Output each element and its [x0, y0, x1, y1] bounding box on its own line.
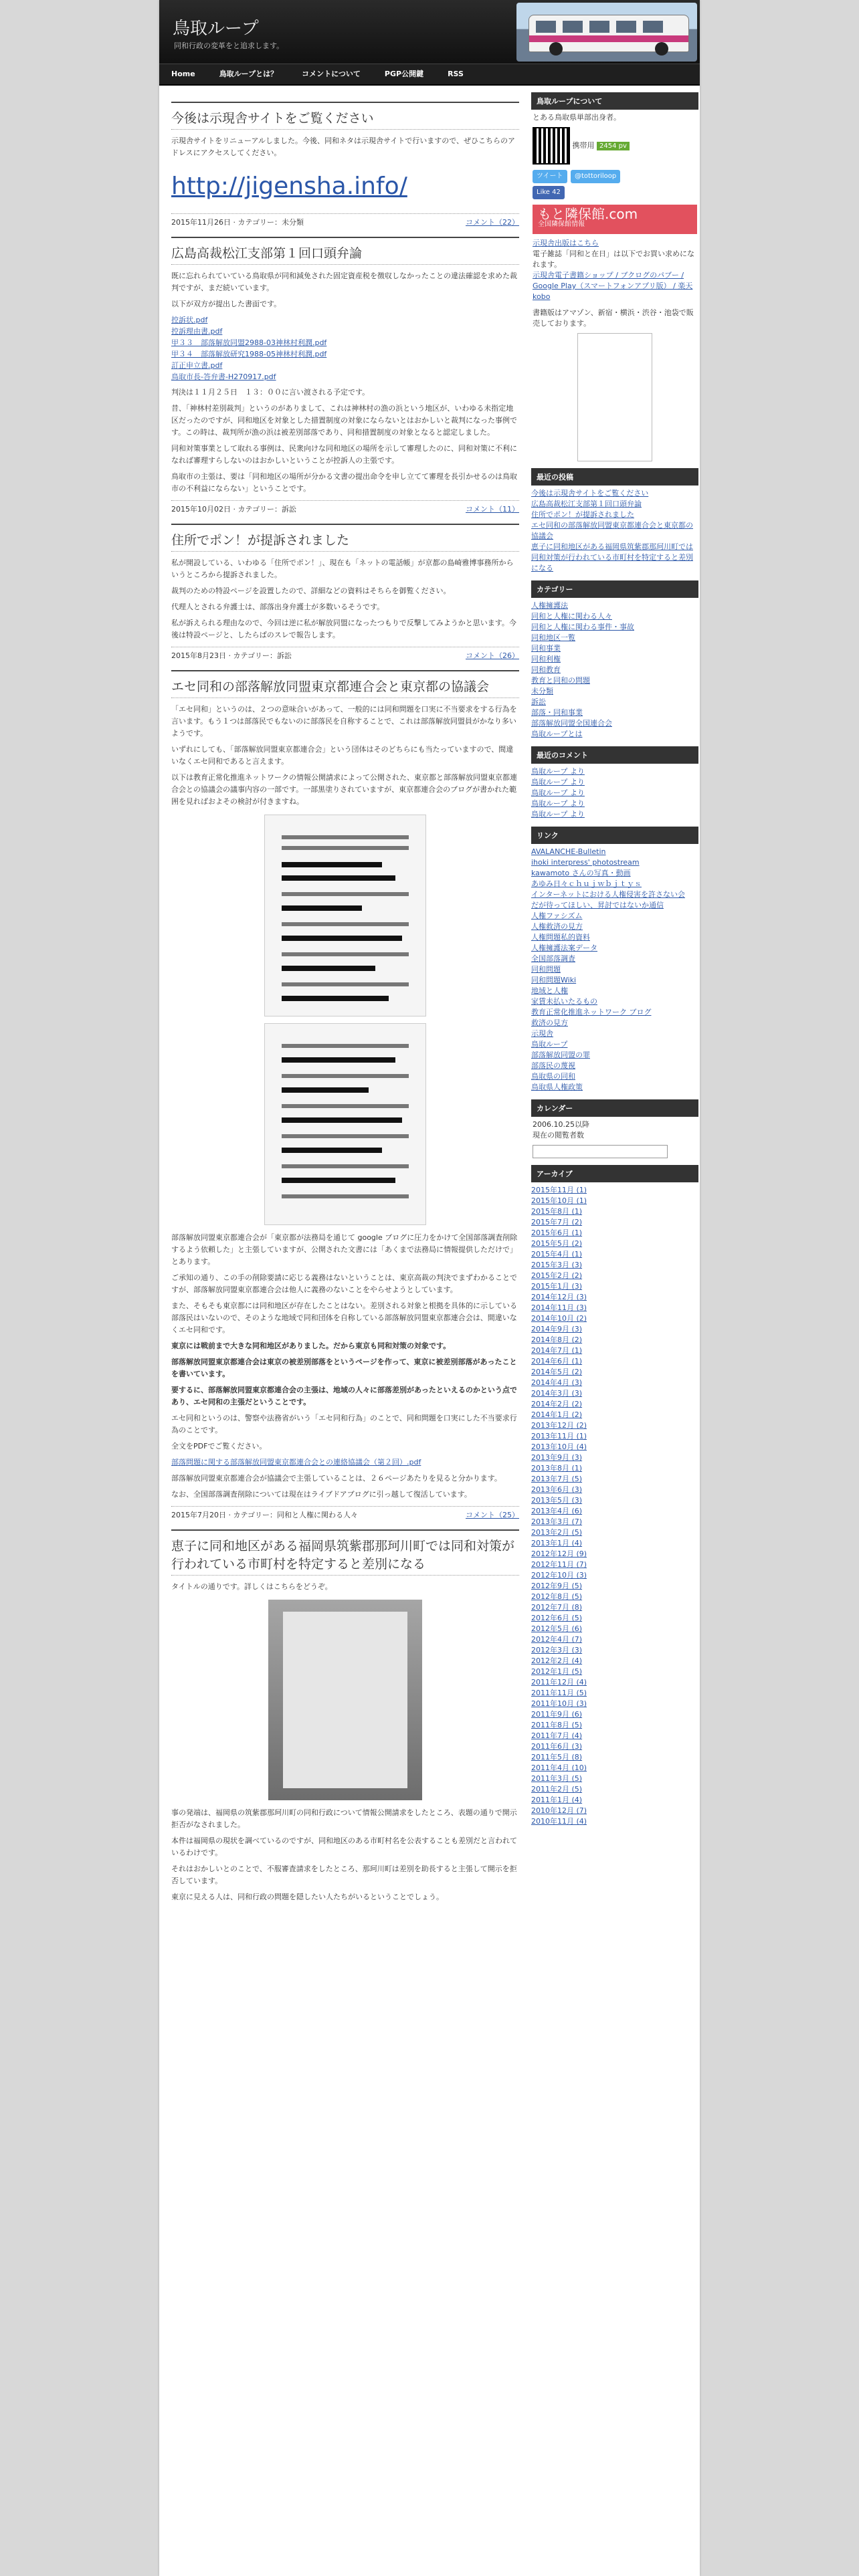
post-paragraph: なお、全国部落調査削除については現在はライブドアブログに引っ越して復活しています。 — [171, 1490, 472, 1499]
archive-link[interactable]: 2012年1月 (5) — [531, 1667, 583, 1676]
archive-link[interactable]: 2011年9月 (6) — [531, 1710, 583, 1719]
post-date-category: 2015年7月20日 · カテゴリー：同和と人権に関わる人々 — [171, 1511, 359, 1519]
sidebar — [531, 86, 698, 1834]
archive-link[interactable]: 2015年8月 (1) — [531, 1207, 583, 1216]
post-title[interactable]: 恵子に同和地区がある福岡県筑紫郡那珂川町では同和対策が行われている市町村を特定すると差別になる — [171, 1536, 519, 1576]
jigensha-link[interactable]: http://jigensha.info/ — [171, 173, 407, 200]
nav-pgp[interactable]: PGP公開鍵 — [384, 70, 424, 78]
external-link[interactable]: 鳥取ループ — [531, 1040, 568, 1049]
widget-heading: カレンダー — [531, 1099, 698, 1117]
file-link[interactable]: 訂正申立書.pdf — [171, 361, 223, 370]
post-meta — [171, 647, 519, 661]
post — [171, 1529, 519, 1903]
archive-link[interactable]: 2013年2月 (5) — [531, 1528, 583, 1537]
document-scan-image — [264, 1023, 426, 1225]
post-title[interactable]: 住所でポン！が提訴されました — [171, 530, 519, 552]
external-link[interactable]: 同和問題Wiki — [531, 976, 577, 984]
promo-link[interactable]: 示現舎出版はこちら — [533, 239, 599, 247]
archive-link[interactable]: 2015年10月 (1) — [531, 1196, 587, 1205]
post — [171, 102, 519, 227]
category-link[interactable]: 同和と人権に関わる事件・事故 — [531, 623, 634, 631]
recent-post-link[interactable]: 恵子に同和地区がある福岡県筑紫郡那珂川町では同和対策が行われている市町村を特定すると差別になる — [531, 542, 693, 572]
archive-link[interactable]: 2012年9月 (5) — [531, 1582, 583, 1590]
widget-heading: カテゴリー — [531, 580, 698, 598]
comment-link[interactable]: 鳥取ループ より — [531, 810, 585, 819]
archive-link[interactable]: 2011年10月 (3) — [531, 1699, 587, 1708]
archive-link[interactable]: 2012年8月 (5) — [531, 1592, 583, 1601]
archive-link[interactable]: 2014年1月 (2) — [531, 1410, 583, 1419]
archive-link[interactable]: 2014年5月 (2) — [531, 1368, 583, 1376]
post-paragraph: タイトルの通りです。詳しくはこちらをどうぞ。 — [171, 1582, 332, 1591]
like-button[interactable]: Like 42 — [533, 186, 565, 199]
archive-link[interactable]: 2014年10月 (2) — [531, 1314, 587, 1323]
archive-link[interactable]: 2011年2月 (5) — [531, 1785, 583, 1794]
post-title[interactable]: 今後は示現舎サイトをご覧ください — [171, 108, 519, 130]
external-link[interactable]: 人権擁護法案データ — [531, 944, 597, 952]
post-paragraph: 部落解放同盟東京都連合会が協議会で主張していることは、２６ページあたりを見ると分かります。 — [171, 1474, 502, 1483]
file-list — [171, 314, 519, 383]
post-paragraph: 私が訴えられる理由なので、今回は逆に私が解放同盟になったつもりで反撃してみようかと思います。今後は特設ページと、したらばのスレで報告します。 — [171, 619, 516, 639]
archive-link[interactable]: 2014年8月 (2) — [531, 1335, 583, 1344]
post-date-category: 2015年8月23日 · カテゴリー：訴訟 — [171, 651, 292, 660]
archive-link[interactable]: 2011年4月 (10) — [531, 1763, 587, 1772]
archive-link[interactable]: 2014年3月 (3) — [531, 1389, 583, 1398]
category-link[interactable]: 同和利権 — [531, 655, 561, 663]
comment-link[interactable]: 鳥取ループ より — [531, 778, 585, 786]
links-widget — [531, 827, 698, 1093]
archive-link[interactable]: 2011年6月 (3) — [531, 1742, 583, 1751]
logo-sub: 全国隣保館情報 — [538, 221, 585, 228]
post-paragraph: 「エセ同和」というのは、２つの意味合いがあって、一般的には同和問題を口実に不当要求をする行為を言います。もう１つは部落民でもないのに部落民を自称することで、これは部落解放同盟員がかなり多いようです。 — [171, 705, 517, 738]
post-comments-link[interactable]: コメント（25） — [466, 1511, 519, 1519]
category-link[interactable]: 部落解放同盟全国連合会 — [531, 719, 612, 728]
external-link[interactable]: 家賃未払いたるもの — [531, 997, 597, 1006]
external-link[interactable]: ihoki interpress' photostream — [531, 858, 640, 867]
about-text: とある鳥取県単部出身者。 — [533, 113, 621, 122]
archive-link[interactable]: 2014年11月 (3) — [531, 1303, 587, 1312]
post-bold-paragraph: 東京には戦前まで大きな同和地区がありました。だから東京も同和対策の対象です。 — [171, 1341, 451, 1350]
archive-link[interactable]: 2015年11月 (1) — [531, 1186, 587, 1194]
archive-link[interactable]: 2012年11月 (7) — [531, 1560, 587, 1569]
post-title[interactable]: 広島高裁松江支部第１回口頭弁論 — [171, 243, 519, 265]
rinpokan-logo[interactable] — [533, 205, 697, 234]
widget-heading: 鳥取ループについて — [531, 92, 698, 110]
recent-comments-widget — [531, 746, 698, 820]
calendar-widget — [531, 1099, 698, 1158]
comment-link[interactable]: 鳥取ループ より — [531, 767, 585, 776]
post-title[interactable]: エセ同和の部落解放同盟東京都連合会と東京都の協議会 — [171, 677, 519, 698]
post-paragraph: 部落解放同盟東京都連合会が「東京都が法務局を通じて google ブログに圧力をかけて全国部落調査削除するよう依頼した」と主張していますが、公開された文書には「あくまで法務局に情報提供しただけで」とあります。 — [171, 1233, 518, 1266]
recent-post-link[interactable]: 広島高裁松江支部第１回口頭弁論 — [531, 500, 642, 508]
post-paragraph: 代理人とされる弁護士は、部落出身弁護士が多数いるそうです。 — [171, 603, 385, 611]
external-link[interactable]: AVALANCHE-Bulletin — [531, 847, 606, 856]
post-paragraph: 以下が双方が提出した書面です。 — [171, 300, 282, 308]
calendar-text: 2006.10.25以降 — [533, 1120, 589, 1129]
archive-link[interactable]: 2014年7月 (1) — [531, 1346, 583, 1355]
external-link[interactable]: 鳥取県人権政策 — [531, 1083, 583, 1091]
archive-link[interactable]: 2013年1月 (4) — [531, 1539, 583, 1547]
header-bus-image — [516, 3, 697, 62]
archive-link[interactable]: 2014年12月 (3) — [531, 1293, 587, 1301]
archive-link[interactable]: 2011年3月 (5) — [531, 1774, 583, 1783]
pv-counter: 2454 pv — [597, 142, 630, 150]
external-link[interactable]: 部落民の蔑視 — [531, 1061, 575, 1070]
archive-link[interactable]: 2011年7月 (4) — [531, 1731, 583, 1740]
archive-link[interactable]: 2015年5月 (2) — [531, 1239, 583, 1248]
post-paragraph: 事の発端は、福岡県の筑紫郡那珂川町の同和行政について情報公開請求をしたところ、表題の通りで開示拒否がなされました。 — [171, 1808, 517, 1829]
archive-link[interactable]: 2014年6月 (1) — [531, 1357, 583, 1366]
archive-link[interactable]: 2013年8月 (1) — [531, 1464, 583, 1473]
archive-link[interactable]: 2013年5月 (3) — [531, 1496, 583, 1505]
external-link[interactable]: 救済の見方 — [531, 1018, 568, 1027]
nav-comments[interactable]: コメントについて — [302, 70, 361, 78]
mobile-label: 携帯用 — [572, 141, 595, 150]
logo-main: もと隣保館.com — [538, 206, 638, 222]
site-description: 同和行政の変革をと追求します。 — [174, 41, 284, 50]
external-link[interactable]: 鳥取県の同和 — [531, 1072, 575, 1081]
post — [171, 670, 519, 1520]
post-paragraph: 裁判のための特設ページを設置したので、詳細などの資料はそちらを御覧ください。 — [171, 586, 451, 595]
tweet-button[interactable]: ツイート — [533, 170, 567, 183]
archive-link[interactable]: 2013年12月 (2) — [531, 1421, 587, 1430]
post-bold-paragraph: 要するに、部落解放同盟東京都連合会の主張は、地域の人々に部落差別があったといえるのかという点であり、エセ同和の主張だということです。 — [171, 1386, 517, 1406]
archive-link[interactable]: 2015年1月 (3) — [531, 1282, 583, 1291]
post-paragraph: 昔、「神林村差別裁判」というのがありまして、これは神林村の漁の浜という地区が、いわゆる未指定地区だったのですが、同和地区を対象とした措置制度の対象にならないとはおかしいと裁判になった事例です。この時は、裁判所が漁の浜は被差別部落であり、同和措置制度の対象となると認定しました。 — [171, 404, 517, 437]
post-paragraph: ご承知の通り、この手の削除要請に応じる義務はないということは、東京高裁の判決でまずわかることですが、部落解放同盟東京都連合会は他人に義務のないことをやらせようとしています。 — [171, 1273, 517, 1294]
post-comments-link[interactable]: コメント（11） — [466, 505, 519, 514]
file-link[interactable]: 控訴状.pdf — [171, 316, 208, 324]
archive-link[interactable]: 2015年6月 (1) — [531, 1228, 583, 1237]
post-date-category: 2015年11月26日 · カテゴリー：未分類 — [171, 218, 304, 227]
external-link[interactable]: kawamoto さんの写真・動画 — [531, 869, 631, 877]
archive-link[interactable]: 2012年2月 (4) — [531, 1656, 583, 1665]
post-paragraph: 示現舎サイトをリニューアルしました。今後、同和ネタは示現舎サイトで行いますので、ぜひこちらのアドレスにアクセスしてください。 — [171, 136, 516, 157]
archive-link[interactable]: 2012年3月 (3) — [531, 1646, 583, 1654]
external-link[interactable]: 教育正常化推進ネットワーク ブログ — [531, 1008, 652, 1016]
post-paragraph: 本件は福岡県の現状を調べているのですが、同和地区のある市町村名を公表することも差別だと言われているわけです。 — [171, 1836, 517, 1857]
recent-posts-widget — [531, 468, 698, 574]
post — [171, 237, 519, 514]
site-title[interactable]: 鳥取ループ — [173, 19, 259, 39]
archive-link[interactable]: 2010年11月 (4) — [531, 1817, 587, 1826]
archive-link[interactable]: 2011年8月 (5) — [531, 1721, 583, 1729]
post-paragraph: 私が開設している、いわゆる「住所でポン！」、現在も「ネットの電話帳」が京都の島崎雅博事務所からいうところから提訴されました。 — [171, 558, 514, 579]
archive-link[interactable]: 2015年4月 (1) — [531, 1250, 583, 1259]
post-date-category: 2015年10月02日 · カテゴリー：訴訟 — [171, 505, 297, 514]
external-link[interactable]: インターネットにおける人権侵害を許さない会 — [531, 890, 686, 899]
qr-code-icon — [533, 127, 570, 165]
archive-link[interactable]: 2011年1月 (4) — [531, 1796, 583, 1804]
main-content — [159, 86, 531, 1907]
archive-link[interactable]: 2015年2月 (2) — [531, 1271, 583, 1280]
archive-link[interactable]: 2011年12月 (4) — [531, 1678, 587, 1687]
category-link[interactable]: 未分類 — [531, 687, 553, 695]
archive-link[interactable]: 2012年10月 (3) — [531, 1571, 587, 1580]
widget-heading: リンク — [531, 827, 698, 844]
comment-link[interactable]: 鳥取ループ より — [531, 788, 585, 797]
widget-heading: アーカイブ — [531, 1165, 698, 1182]
archive-link[interactable]: 2014年9月 (3) — [531, 1325, 583, 1333]
archive-link[interactable]: 2013年11月 (1) — [531, 1432, 587, 1440]
archive-link[interactable]: 2013年6月 (3) — [531, 1485, 583, 1494]
post-meta — [171, 500, 519, 514]
external-link[interactable]: 人権救済の見方 — [531, 922, 583, 931]
file-link[interactable]: 鳥取市長-答弁書-H270917.pdf — [171, 372, 276, 381]
promo-text: 電子雑誌「同和と在日」は以下でお買い求めになれます。 — [533, 249, 694, 269]
post-paragraph: 以下は教育正常化推進ネットワークの情報公開請求によって公開された、東京都と部落解放同盟東京都連合会との協議会の議事内容の一部です。一部黒塗りされていますが、東京都連合会のブログが書かれた範囲を見ればおよその検討が付きますね。 — [171, 773, 517, 806]
archive-link[interactable]: 2014年2月 (2) — [531, 1400, 583, 1408]
external-link[interactable]: あゆみ日々ｃｈｕｊｗｂｊｔｙｓ — [531, 879, 642, 888]
archive-link[interactable]: 2012年6月 (5) — [531, 1614, 583, 1622]
archive-link[interactable]: 2013年3月 (7) — [531, 1517, 583, 1526]
archive-link[interactable]: 2013年7月 (5) — [531, 1475, 583, 1483]
post-meta — [171, 213, 519, 227]
follow-button[interactable]: @tottoriloop — [571, 170, 620, 183]
post — [171, 524, 519, 661]
post-paragraph: また、そもそも東京都には同和地区が存在したことはない。差別される対象と根拠を具体的に示している部落民はいないので、そのような地域で同和団体を自称している部落解放同盟東京都連合会は、間違いなくエセ同和です。 — [171, 1301, 517, 1334]
categories-widget — [531, 580, 698, 740]
external-link[interactable]: 示現舎 — [531, 1029, 553, 1038]
file-link[interactable]: 甲３４ 部落解放研究1988-05神林村利潤.pdf — [171, 350, 327, 358]
post-paragraph: 既に忘れられていている鳥取県が同和減免された固定資産税を徴収しなかったことの違法確認を求めた裁判ですが、まだ続いています。 — [171, 272, 517, 292]
category-link[interactable]: 部落・同和事業 — [531, 708, 583, 717]
file-link[interactable]: 甲３３ 部落解放同盟2988-03神林村利潤.pdf — [171, 338, 327, 347]
book-text: 書籍版はアマゾン、新宿・横浜・渋谷・池袋で販売しております。 — [533, 308, 694, 328]
visitor-text: 現在の閲覧者数 — [533, 1131, 584, 1140]
post-paragraph: 同和対策事業として取れる事例は、民衆向けな同和地区の場所を示して審理したのに、同和対策に不利になれば審理すらしないのはおかしいということが控訴人の主張です。 — [171, 444, 517, 465]
recent-post-link[interactable]: 今後は示現舎サイトをご覧ください — [531, 489, 649, 498]
category-link[interactable]: 人権擁護法 — [531, 601, 568, 610]
archive-link[interactable]: 2015年3月 (3) — [531, 1261, 583, 1269]
widget-heading: 最近のコメント — [531, 746, 698, 764]
nav-about[interactable]: 鳥取ループとは？ — [219, 70, 278, 78]
post-meta — [171, 1506, 519, 1520]
external-link[interactable]: 同和問題 — [531, 965, 561, 974]
archive-link[interactable]: 2013年10月 (4) — [531, 1442, 587, 1451]
external-link[interactable]: 地域と人権 — [531, 986, 568, 995]
post-paragraph: 東京に見える人は、同和行政の問題を隠したい人たちがいるということでしょう。 — [171, 1893, 444, 1901]
search-input[interactable] — [533, 1145, 668, 1158]
archive-link[interactable]: 2013年4月 (6) — [531, 1507, 583, 1515]
widget-heading: 最近の投稿 — [531, 468, 698, 486]
post-paragraph: 判決は１１月２５日 １３：００に言い渡される予定です。 — [171, 388, 370, 397]
category-link[interactable]: 同和事業 — [531, 644, 561, 653]
archive-link[interactable]: 2012年5月 (6) — [531, 1624, 583, 1633]
external-link[interactable]: 人権問題私的資料 — [531, 933, 590, 942]
external-link[interactable]: だが待ってほしい、昇討ではないか通信 — [531, 901, 664, 909]
shop-links[interactable]: 示現舎電子書籍ショップ / ブクログのパブー / Google Play（スマートフォンアプリ版） / 楽天kobo — [533, 271, 693, 301]
archive-link[interactable]: 2013年9月 (3) — [531, 1453, 583, 1462]
category-link[interactable]: 鳥取ループとは — [531, 730, 583, 738]
post-comments-link[interactable]: コメント（22） — [466, 218, 519, 227]
site-header — [159, 0, 700, 64]
post-paragraph: 全文をPDFでご覧ください。 — [171, 1442, 267, 1451]
external-link[interactable]: 部落解放同盟の罪 — [531, 1051, 590, 1059]
category-link[interactable]: 同和と人権に関わる人々 — [531, 612, 612, 621]
document-photo — [268, 1600, 422, 1800]
post-comments-link[interactable]: コメント（26） — [466, 651, 519, 660]
archive-link[interactable]: 2012年12月 (9) — [531, 1549, 587, 1558]
archive-link[interactable]: 2015年7月 (2) — [531, 1218, 583, 1226]
post-paragraph: エセ同和というのは、警察や法務省がいう「エセ同和行為」のことで、同和問題を口実にした不当要求行為のことです。 — [171, 1414, 517, 1434]
external-link[interactable]: 人権ファシズム — [531, 911, 583, 920]
archive-widget — [531, 1165, 698, 1827]
pdf-link[interactable]: 部落問題に関する部落解放同盟東京都連合会との連絡協議会（第２回）.pdf — [171, 1458, 421, 1467]
category-link[interactable]: 訴訟 — [531, 697, 546, 706]
category-link[interactable]: 同和地区一覧 — [531, 633, 575, 642]
post-paragraph: 鳥取市の主張は、要は「同和地区の場所が分かる文書の提出命令を申し立てて審理を長引かせるのは鳥取市の不利益にならない」ということです。 — [171, 472, 517, 493]
file-link[interactable]: 控訴理由書.pdf — [171, 327, 223, 336]
post-bold-paragraph: 部落解放同盟東京都連合会は東京の被差別部落をというページを作って、東京に被差別部落があったことを書いています。 — [171, 1358, 517, 1378]
document-scan-image — [264, 815, 426, 1016]
recent-post-link[interactable]: エセ同和の部落解放同盟東京都連合会と東京都の協議会 — [531, 521, 693, 540]
page-wrapper — [159, 0, 700, 2576]
archive-link[interactable]: 2012年4月 (7) — [531, 1635, 583, 1644]
nav-rss[interactable]: RSS — [448, 70, 464, 78]
archive-link[interactable]: 2010年12月 (7) — [531, 1806, 587, 1815]
nav-home[interactable]: Home — [171, 70, 195, 78]
archive-link[interactable]: 2011年5月 (8) — [531, 1753, 583, 1761]
comment-link[interactable]: 鳥取ループ より — [531, 799, 585, 808]
external-link[interactable]: 全国部落調査 — [531, 954, 575, 963]
archive-link[interactable]: 2014年4月 (3) — [531, 1378, 583, 1387]
post-paragraph: それはおかしいとのことで、不服審査請求をしたところ、那珂川町は差別を助長すると主張して開示を拒否しています。 — [171, 1864, 517, 1885]
book-widget[interactable] — [577, 333, 652, 461]
about-widget — [531, 92, 698, 461]
archive-link[interactable]: 2011年11月 (5) — [531, 1689, 587, 1697]
category-link[interactable]: 同和教育 — [531, 665, 561, 674]
recent-post-link[interactable]: 住所でポン！が提訴されました — [531, 510, 634, 519]
post-paragraph: いずれにしても、「部落解放同盟東京都連合会」という団体はそのどちらにも当たっていますので、間違いなくエセ同和であると言えます。 — [171, 745, 514, 766]
main-nav — [159, 64, 700, 86]
archive-link[interactable]: 2012年7月 (8) — [531, 1603, 583, 1612]
category-link[interactable]: 教育と同和の問題 — [531, 676, 590, 685]
